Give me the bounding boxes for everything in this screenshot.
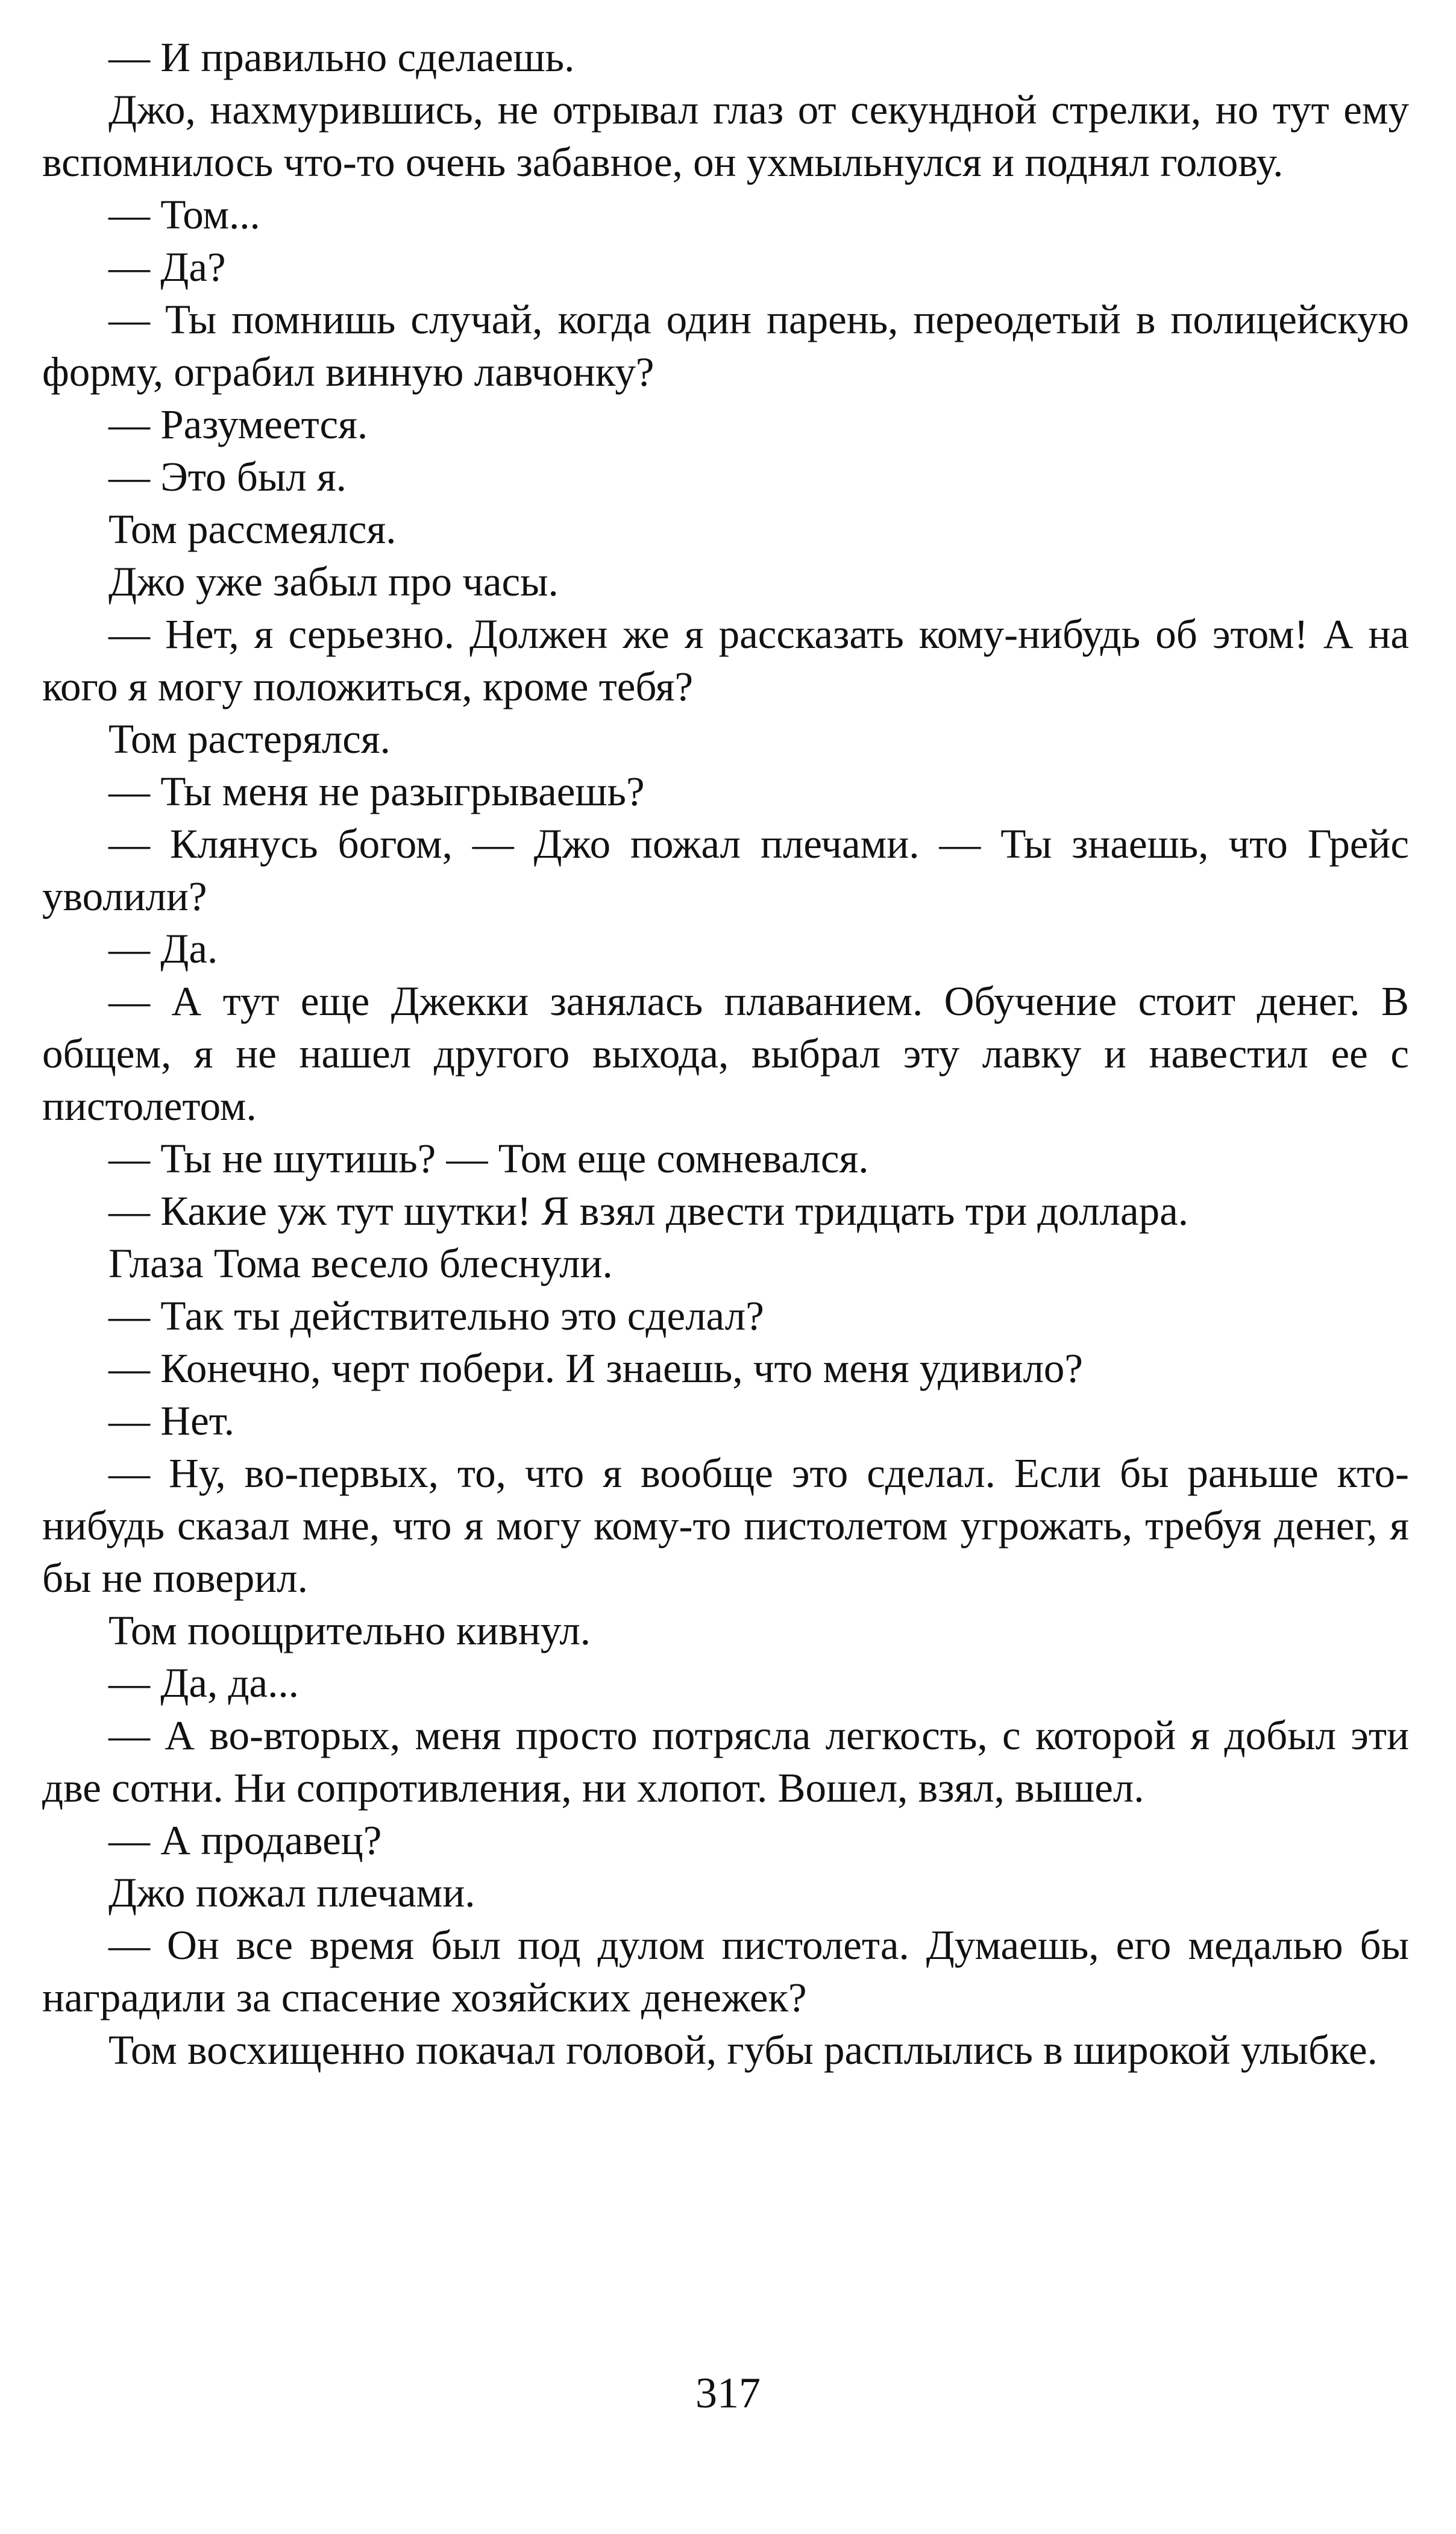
paragraph: — Клянусь богом, — Джо пожал плечами. — Ты знаешь, что Грейс уволили? <box>42 821 1409 919</box>
paragraph: Том восхищенно покачал головой, губы расплылись в широкой улыбке. <box>108 2027 1378 2073</box>
paragraph: Том поощрительно кивнул. <box>108 1608 591 1653</box>
paragraph: — Так ты действительно это сделал? <box>108 1293 764 1339</box>
paragraph: — Ну, во-первых, то, что я вообще это сделал. Если бы раньше кто-нибудь сказал мне, что я могу кому-то пистолетом угрожать, требуя денег, я бы не поверил. <box>42 1450 1409 1601</box>
paragraph: — Какие уж тут шутки! Я взял двести тридцать три доллара. <box>108 1188 1188 1234</box>
paragraph: — Он все время был под дулом пистолета. Думаешь, его медалью бы наградили за спасение хозяйских денежек? <box>42 1922 1409 2020</box>
paragraph: — Нет, я серьезно. Должен же я рассказать кому-нибудь об этом! А на кого я могу положиться, кроме тебя? <box>42 611 1409 709</box>
paragraph: — Да, да... <box>108 1660 299 1706</box>
paragraph: Джо, нахмурившись, не отрывал глаз от секундной стрелки, но тут ему вспомнилось что-то очень забавное, он ухмыльнулся и поднял голову. <box>42 87 1409 185</box>
paragraph: — Да. <box>108 926 218 972</box>
paragraph: — Это был я. <box>108 454 347 500</box>
paragraph: — Том... <box>108 192 260 237</box>
paragraph: Джо пожал плечами. <box>108 1870 475 1916</box>
paragraph: — И правильно сделаешь. <box>108 34 575 80</box>
paragraph: — Разумеется. <box>108 401 368 447</box>
paragraph: — Да? <box>108 244 226 290</box>
page-number: 317 <box>695 2369 761 2417</box>
paragraph: — А во-вторых, меня просто потрясла легкость, с которой я добыл эти две сотни. Ни сопротивления, ни хлопот. Вошел, взял, вышел. <box>42 1712 1409 1811</box>
paragraph: Том рассмеялся. <box>108 506 397 552</box>
paragraph: — Ты не шутишь? — Том еще сомневался. <box>108 1136 869 1181</box>
paragraph: Джо уже забыл про часы. <box>108 559 559 605</box>
paragraph: — Конечно, черт побери. И знаешь, что меня удивило? <box>108 1345 1084 1391</box>
paragraph: — А тут еще Джекки занялась плаванием. Обучение стоит денег. В общем, я не нашел другого выхода, выбрал эту лавку и навестил ее с пистолетом. <box>42 978 1409 1129</box>
book-page-text <box>42 31 1409 2077</box>
paragraph: — Ты помнишь случай, когда один парень, переодетый в полицейскую форму, ограбил винную лавчонку? <box>42 297 1409 395</box>
paragraph: — Ты меня не разыгрываешь? <box>108 769 645 814</box>
paragraph: — Нет. <box>108 1398 234 1444</box>
paragraph: Том растерялся. <box>108 716 391 762</box>
paragraph: — А продавец? <box>108 1817 382 1863</box>
paragraph: Глаза Тома весело блеснули. <box>108 1240 613 1286</box>
